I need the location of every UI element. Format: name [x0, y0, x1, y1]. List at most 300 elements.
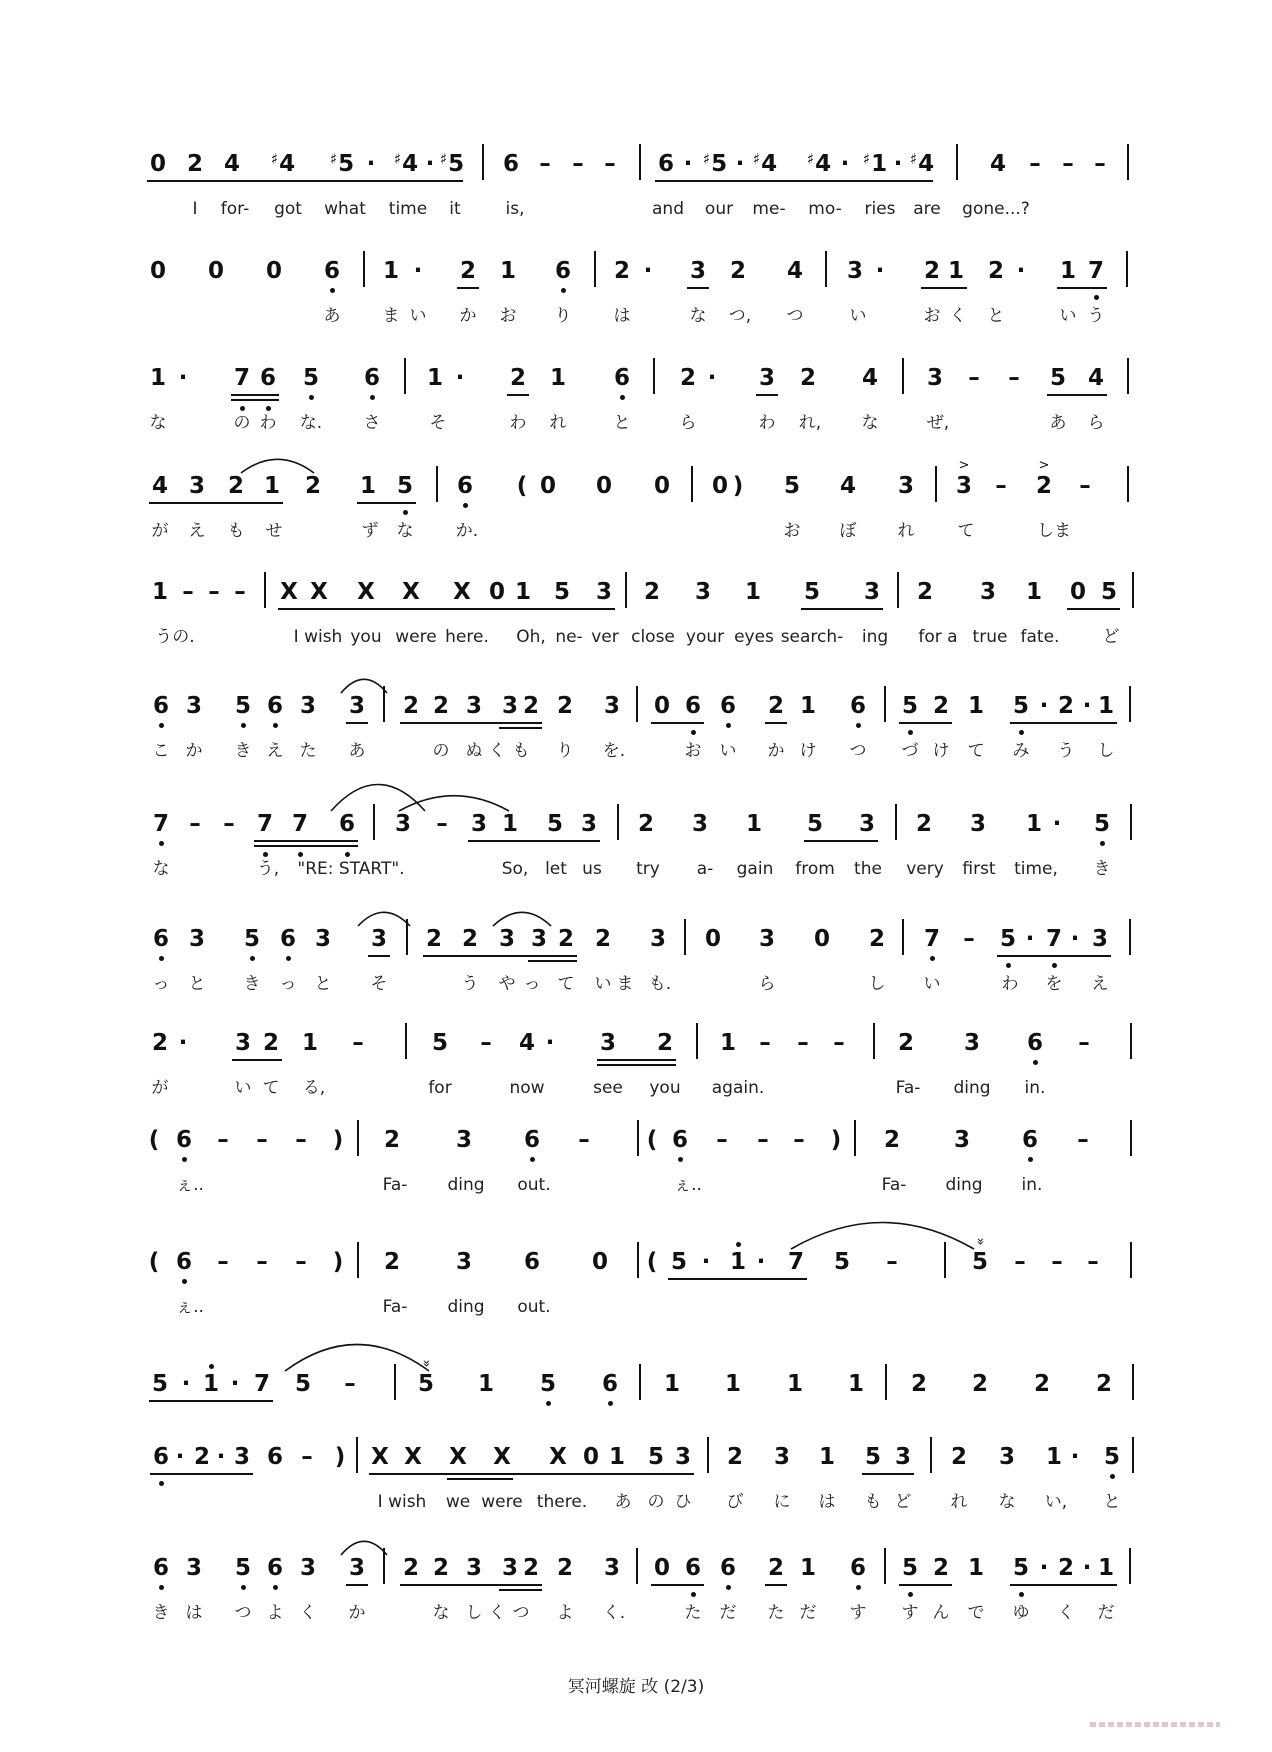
- note: [910, 150, 934, 180]
- note: [819, 1443, 835, 1471]
- duration-dash: [301, 1443, 313, 1471]
- barline: [394, 1364, 396, 1400]
- note-value: 3: [394, 811, 412, 837]
- note-value: 7: [1045, 926, 1063, 952]
- lyric-syllable: て: [557, 974, 575, 994]
- underline-beam: [346, 1584, 368, 1586]
- note-value: 6: [175, 1249, 193, 1275]
- note-value: –: [963, 926, 975, 952]
- augmentation-dot: [841, 150, 850, 178]
- note-value: –: [716, 1127, 728, 1153]
- accent-mark: >: [958, 458, 970, 473]
- note-value: 2: [950, 1444, 968, 1470]
- note: [675, 1443, 691, 1471]
- low-octave-dot: [273, 723, 278, 728]
- note-value: ·: [707, 365, 717, 391]
- duration-dash: [968, 364, 980, 392]
- note: [581, 810, 597, 838]
- note-value: 5: [1103, 1444, 1121, 1470]
- note-value: 5: [901, 1555, 919, 1581]
- low-octave-dot: [1028, 1157, 1033, 1162]
- lyric-syllable: were: [395, 627, 437, 647]
- note-value: 3: [599, 1030, 617, 1056]
- note-value: 1: [477, 1371, 495, 1397]
- barline: [1130, 1023, 1132, 1059]
- note-value: ·: [701, 1249, 711, 1275]
- note-value: 5: [294, 1371, 312, 1397]
- augmentation-dot: [426, 150, 435, 178]
- note: [898, 472, 914, 500]
- lyric-syllable: だ: [799, 1603, 817, 1623]
- note: [924, 257, 940, 285]
- note-value: –: [995, 473, 1007, 499]
- note-value: 2: [971, 1371, 989, 1397]
- note-value: 3: [955, 473, 973, 499]
- note-value: 2: [910, 1371, 928, 1397]
- note-value: ·: [1016, 258, 1026, 284]
- lyric-syllable: の: [432, 741, 450, 761]
- note-value: X: [371, 1444, 389, 1470]
- duration-dash: [572, 150, 584, 178]
- note-value: –: [1077, 1127, 1089, 1153]
- lyric-syllable: い: [923, 974, 941, 994]
- note: [310, 578, 328, 606]
- note: [690, 257, 706, 285]
- barline: [884, 686, 886, 722]
- note: [1092, 925, 1108, 953]
- note-value: 3: [894, 1444, 912, 1470]
- note-value: –: [295, 1127, 307, 1153]
- augmentation-dot: [644, 257, 653, 285]
- duration-dash: [1078, 1029, 1090, 1057]
- note: [604, 1554, 620, 1582]
- barline: [684, 919, 686, 955]
- note-value: –: [182, 579, 194, 605]
- note: [153, 692, 169, 720]
- note-value: 3: [694, 579, 712, 605]
- augmentation-dot: [1083, 692, 1092, 720]
- note: [515, 578, 531, 606]
- note: [685, 1554, 701, 1582]
- duration-dash: [295, 1248, 307, 1276]
- duration-dash: [963, 925, 975, 953]
- barline: [406, 919, 408, 955]
- note: [234, 1443, 250, 1471]
- lyric-syllable: you: [649, 1078, 681, 1098]
- augmentation-dot: [702, 1248, 711, 1276]
- lyric-syllable: close: [631, 627, 675, 647]
- lyric-syllable: つ: [786, 306, 804, 326]
- note-value: 4: [815, 151, 832, 177]
- note-value: ·: [1082, 1555, 1092, 1581]
- note-value: –: [256, 1127, 268, 1153]
- note-value: 5: [234, 693, 252, 719]
- underline-beam: [231, 399, 279, 401]
- note-value: 6: [266, 693, 284, 719]
- note-value: 6: [601, 1371, 619, 1397]
- note-value: 6: [684, 1555, 702, 1581]
- note: [753, 150, 777, 180]
- duration-dash: [1008, 364, 1020, 392]
- note-value: 0: [704, 926, 722, 952]
- lyric-syllable: っ: [523, 974, 541, 994]
- lyric-syllable: つ: [234, 1603, 252, 1623]
- augmentation-dot: [414, 257, 423, 285]
- augmentation-dot: [736, 150, 745, 178]
- duration-dash: [256, 1248, 268, 1276]
- note: [402, 578, 420, 606]
- note-value: 3: [299, 1555, 317, 1581]
- lyric-syllable: true: [972, 627, 1008, 647]
- lyric-syllable: ぇ..: [674, 1175, 702, 1195]
- note: [685, 692, 701, 720]
- note-value: ·: [1070, 1444, 1080, 1470]
- note-value: 3: [188, 926, 206, 952]
- lyric-syllable: are: [913, 199, 941, 219]
- lyric-syllable: な: [396, 521, 414, 541]
- note: [911, 1370, 927, 1398]
- note-value: 1: [745, 811, 763, 837]
- lyric-syllable: ver: [591, 627, 619, 647]
- note-value: 3: [188, 473, 206, 499]
- augmentation-dot: [1017, 257, 1026, 285]
- note-value: X: [357, 579, 375, 605]
- lyric-syllable: が: [151, 521, 169, 541]
- underline-beam: [254, 840, 358, 842]
- note-value: 7: [256, 811, 274, 837]
- note-value: 4: [518, 1030, 536, 1056]
- augmentation-dot: [456, 364, 465, 392]
- high-octave-dot: [736, 1242, 741, 1247]
- slur-arc: [240, 454, 315, 474]
- note-value: 1: [426, 365, 444, 391]
- sharp-sign: ♯: [439, 150, 448, 168]
- note: [988, 257, 1004, 285]
- lyric-syllable: う,: [256, 859, 280, 879]
- note-value: 5: [431, 1030, 449, 1056]
- note: [730, 1248, 746, 1276]
- note: [540, 472, 556, 500]
- note-value: 1: [151, 579, 169, 605]
- lyric-syllable: ど: [894, 1492, 912, 1512]
- accent-mark: >: [1038, 458, 1050, 473]
- augmentation-dot: [182, 1370, 191, 1398]
- note-value: 3: [1091, 926, 1109, 952]
- lyric-syllable: is,: [505, 199, 525, 219]
- note-value: ): [830, 1127, 842, 1153]
- note: [224, 150, 240, 178]
- note: [555, 257, 571, 285]
- barline: [436, 466, 438, 502]
- note: [440, 150, 464, 180]
- lyric-syllable: か: [459, 306, 477, 326]
- note: [364, 364, 380, 392]
- note: [614, 257, 630, 285]
- note-value: 2: [643, 579, 661, 605]
- note-value: 2: [868, 926, 886, 952]
- lyric-syllable: よ: [266, 1603, 284, 1623]
- duration-dash: [256, 1126, 268, 1154]
- note-value: 5: [546, 811, 564, 837]
- score-system: [0, 692, 1272, 772]
- duration-dash: [234, 578, 246, 606]
- duration-dash: [208, 578, 220, 606]
- note-value: 4: [223, 151, 241, 177]
- duration-dash: [295, 1126, 307, 1154]
- lyric-syllable: え: [188, 521, 206, 541]
- lyric-syllable: な: [861, 413, 879, 433]
- underline-beam: [899, 722, 952, 724]
- note: [152, 1029, 168, 1057]
- note: [733, 472, 744, 500]
- note-value: 5: [417, 1371, 435, 1397]
- note: [244, 925, 260, 953]
- sharp-sign: ♯: [393, 150, 402, 168]
- barline: [1129, 919, 1131, 955]
- note: [383, 257, 399, 285]
- note: [1046, 1443, 1062, 1471]
- note-value: 6: [323, 258, 341, 284]
- lyric-syllable: み: [1012, 741, 1030, 761]
- underline-beam: [447, 1478, 513, 1480]
- note-value: 4: [402, 151, 419, 177]
- note-value: ·: [216, 1444, 226, 1470]
- note-value: 3: [953, 1127, 971, 1153]
- augmentation-dot: [217, 1443, 226, 1471]
- note: [968, 692, 984, 720]
- note: [712, 472, 728, 500]
- note-value: 3: [979, 579, 997, 605]
- note: [357, 578, 375, 606]
- note: [647, 1248, 658, 1276]
- note: [502, 810, 518, 838]
- lyric-syllable: ら: [1087, 413, 1105, 433]
- lyric-syllable: し: [1097, 741, 1115, 761]
- lyric-syllable: あ: [323, 306, 341, 326]
- note-value: X: [453, 579, 471, 605]
- note: [295, 1370, 311, 1398]
- note-value: ·: [366, 151, 376, 177]
- note-value: –: [604, 151, 616, 177]
- lyric-syllable: び: [726, 1492, 744, 1512]
- note-value: (: [646, 1127, 658, 1153]
- note: [884, 1126, 900, 1154]
- duration-dash: [833, 1029, 845, 1057]
- augmentation-dot: [1071, 1443, 1080, 1471]
- lyric-syllable: う: [1087, 306, 1105, 326]
- barline: [625, 572, 627, 608]
- note-value: 5: [670, 1249, 688, 1275]
- lyric-syllable: は: [185, 1603, 203, 1623]
- note-value: 2: [459, 258, 477, 284]
- duration-dash: [217, 1126, 229, 1154]
- watermark: [1090, 1722, 1220, 1727]
- note: [895, 1443, 911, 1471]
- low-octave-dot: [1019, 1592, 1024, 1597]
- lyric-syllable: な: [689, 306, 707, 326]
- note: [604, 692, 620, 720]
- barline: [1130, 804, 1132, 840]
- barline: [696, 1023, 698, 1059]
- lyric-syllable: き: [234, 741, 252, 761]
- note: [384, 1248, 400, 1276]
- note: [457, 472, 473, 500]
- note: [280, 925, 296, 953]
- note-value: 1: [549, 365, 567, 391]
- duration-dash: [1079, 472, 1091, 500]
- underline-beam: [357, 502, 416, 504]
- barline: [1127, 358, 1129, 394]
- barline: [956, 144, 958, 180]
- note: [1098, 1554, 1114, 1582]
- lyric-syllable: り: [556, 741, 574, 761]
- note-value: 5: [1012, 693, 1030, 719]
- underline-beam: [921, 287, 967, 289]
- barline: [404, 358, 406, 394]
- augmentation-dot: [1083, 1554, 1092, 1582]
- duration-dash: [995, 472, 1007, 500]
- underline-beam: [1010, 1584, 1117, 1586]
- low-octave-dot: [620, 395, 625, 400]
- note: [720, 1029, 736, 1057]
- note: [759, 364, 775, 392]
- note-value: 1: [1025, 811, 1043, 837]
- note-value: 2: [799, 365, 817, 391]
- note: [834, 1248, 850, 1276]
- note-value: 6: [502, 151, 520, 177]
- duration-dash: [1062, 150, 1074, 178]
- lyric-syllable: き: [243, 974, 261, 994]
- note-value: 5: [243, 926, 261, 952]
- barline: [944, 1242, 946, 1278]
- note-value: 2: [897, 1030, 915, 1056]
- lyric-syllable: see: [593, 1078, 623, 1098]
- barline: [356, 1437, 358, 1473]
- note-value: 3: [758, 926, 776, 952]
- lyric-syllable: あ: [1049, 413, 1067, 433]
- note-value: 1: [967, 693, 985, 719]
- lyric-syllable: く: [488, 741, 506, 761]
- note-value: 3: [691, 811, 709, 837]
- note: [153, 1554, 169, 1582]
- note-value: 7: [1087, 258, 1105, 284]
- note: [292, 810, 308, 838]
- lyric-syllable: ぇ..: [176, 1175, 204, 1195]
- note: [203, 1370, 219, 1398]
- underline-beam: [232, 1059, 282, 1061]
- low-octave-dot: [159, 1481, 164, 1486]
- note-value: 0: [488, 579, 506, 605]
- low-octave-dot: [273, 1585, 278, 1590]
- note-value: 0: [149, 151, 167, 177]
- note-value: 2: [1033, 1371, 1051, 1397]
- note-value: –: [436, 811, 448, 837]
- note-value: 7: [291, 811, 309, 837]
- lyric-syllable: us: [582, 859, 602, 879]
- note-value: X: [402, 579, 420, 605]
- note-value: 3: [846, 258, 864, 284]
- low-octave-dot: [561, 288, 566, 293]
- lyric-syllable: な: [149, 413, 167, 433]
- lyric-syllable: Fa-: [895, 1078, 921, 1098]
- lyric-syllable: よ: [556, 1603, 574, 1623]
- note: [324, 257, 340, 285]
- note-value: –: [234, 579, 246, 605]
- note: [692, 810, 708, 838]
- note-value: –: [1051, 1249, 1063, 1275]
- note: [1060, 257, 1076, 285]
- low-octave-dot: [1110, 1474, 1115, 1479]
- note-value: –: [797, 1030, 809, 1056]
- barline: [902, 358, 904, 394]
- lyric-syllable: ひ: [674, 1492, 692, 1512]
- note: [397, 472, 413, 500]
- note-value: 4: [279, 151, 296, 177]
- note-value: –: [968, 365, 980, 391]
- note: [264, 472, 280, 500]
- lyric-syllable: わ: [509, 413, 527, 433]
- note: [302, 1029, 318, 1057]
- underline-beam: [899, 1584, 952, 1586]
- lyric-syllable: あ: [348, 741, 366, 761]
- sharp-sign: ♯: [702, 150, 711, 168]
- note-value: 1: [1045, 1444, 1063, 1470]
- note-value: 3: [370, 926, 388, 952]
- lyric-syllable: So,: [501, 859, 529, 879]
- note: [267, 692, 283, 720]
- note-value: 2: [151, 1030, 169, 1056]
- note-value: 3: [897, 473, 915, 499]
- score-system: [0, 1359, 1272, 1450]
- barline: [637, 1242, 639, 1278]
- note-value: –: [256, 1249, 268, 1275]
- note-value: 4: [839, 473, 857, 499]
- augmentation-dot: [176, 1443, 185, 1471]
- note-value: 3: [595, 579, 613, 605]
- note: [1058, 1554, 1074, 1582]
- barline: [1132, 1437, 1134, 1473]
- note-value: 3: [773, 1444, 791, 1470]
- slur-arc: [357, 907, 411, 927]
- note-value: 3: [470, 811, 488, 837]
- lyric-syllable: there.: [536, 1492, 588, 1512]
- note-value: 7: [253, 1371, 271, 1397]
- note: [371, 1443, 389, 1471]
- note: [426, 925, 442, 953]
- note-value: 5: [1012, 1555, 1030, 1581]
- lyric-syllable: り: [554, 306, 572, 326]
- note-value: 7: [787, 1249, 805, 1275]
- note-value: 0: [265, 258, 283, 284]
- note-value: –: [886, 1249, 898, 1275]
- accent-mark: »: [418, 1359, 434, 1368]
- underline-beam: [655, 180, 933, 182]
- note: [859, 810, 875, 838]
- note-value: 1: [967, 1555, 985, 1581]
- lyric-syllable: I: [192, 199, 198, 219]
- slur-arc: [330, 776, 426, 812]
- note-value: ·: [756, 1249, 766, 1275]
- note: [330, 150, 354, 180]
- note: [727, 1443, 743, 1471]
- note: [807, 150, 831, 180]
- note-value: 1: [149, 365, 167, 391]
- note: [349, 692, 365, 720]
- note-value: ): [332, 1249, 344, 1275]
- low-octave-dot: [1033, 1060, 1038, 1065]
- augmentation-dot: [1053, 810, 1062, 838]
- underline-beam: [804, 840, 878, 842]
